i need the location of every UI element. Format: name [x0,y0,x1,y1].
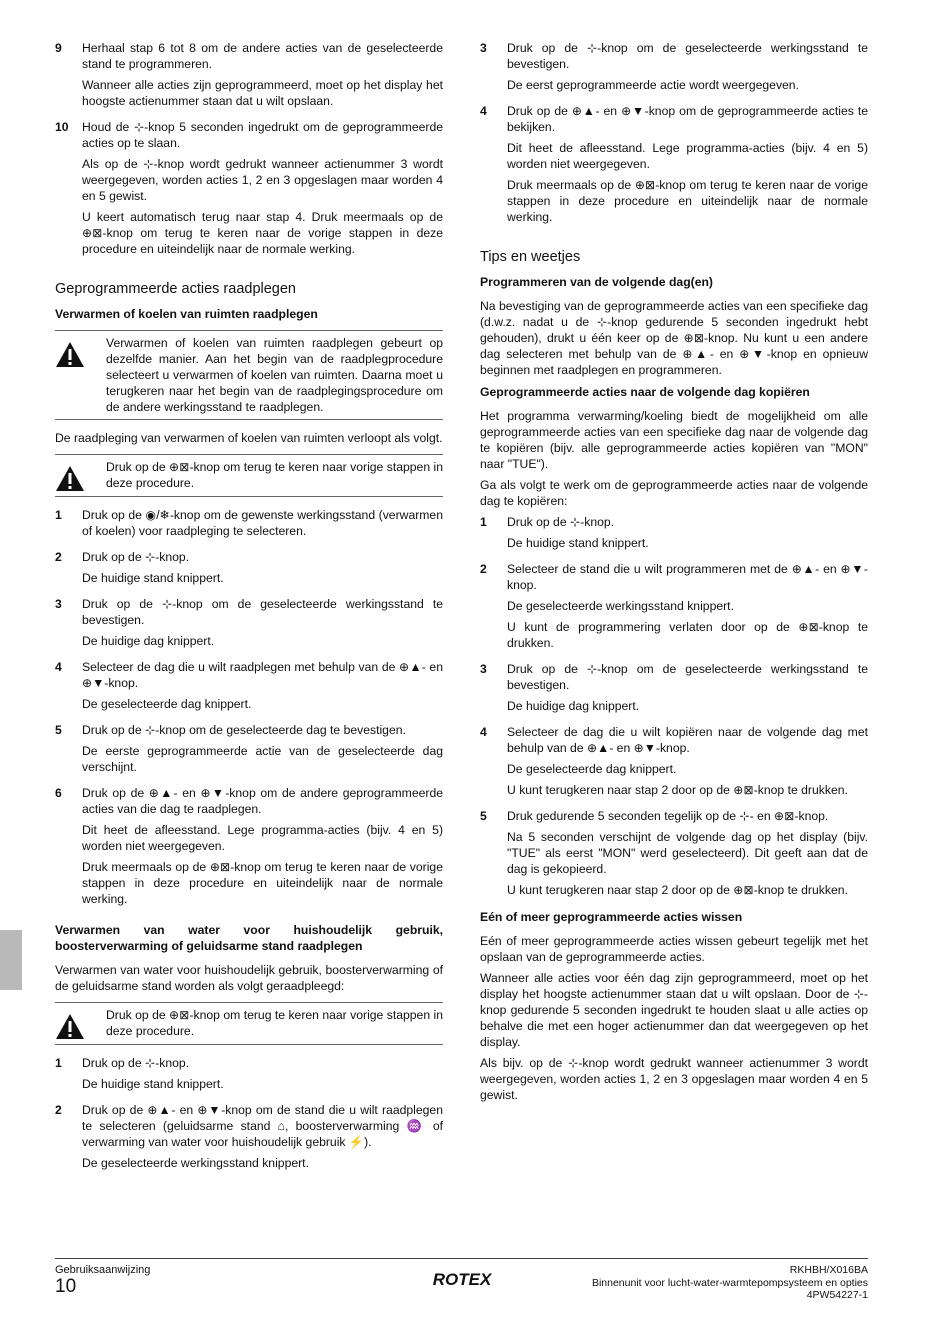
subsection-heading: Geprogrammeerde acties naar de volgende dag kopiëren [480,385,810,399]
step-number: 1 [480,515,487,529]
step-number: 4 [480,104,487,118]
step-2 [55,549,443,591]
step-text: Druk meermaals op de ⊕⊠-knop om terug te keren naar de vorige stappen in deze procedure en uiteindelijk naar de normale werking. [82,860,443,906]
step-text: Druk op de ⊹-knop. [507,515,615,529]
step-1 [55,1055,443,1097]
paragraph: Verwarmen van water voor huishoudelijk gebruik, boosterverwarming of de geluidsarme stand worden als volgt geraadpleegd: [55,963,443,993]
step-number: 1 [55,1056,62,1070]
step-10 [55,119,443,262]
step-3 [55,596,443,654]
paragraph: Het programma verwarming/koeling biedt de mogelijkheid om alle geprogrammeerde acties van een specifieke dag naar de volgende dag te kopiëren (bijv. alle geprogrammeerde acties kopiëren van "MON" naar "TUE"). [480,409,868,471]
step-number: 2 [480,562,487,576]
paragraph: Als bijv. op de ⊹-knop wordt gedrukt wanneer actienummer 3 wordt weergegeven, worden acties 1, 2 en 3 opgeslagen maar worden 4 en 5 gewist. [480,1056,868,1102]
step-number: 5 [55,723,62,737]
warning-triangle-icon [55,459,106,492]
left-column [55,40,443,1176]
step-text: U kunt de programmering verlaten door op de ⊕⊠-knop te drukken. [507,620,868,650]
footer-right [592,1264,868,1302]
step-text: Dit heet de afleesstand. Lege programma-acties (bijv. 4 en 5) worden niet weergegeven. [82,823,443,853]
step-text: Wanneer alle acties zijn geprogrammeerd, moet op het display het hoogste actienummer staan dat u wilt opslaan. [82,78,443,108]
paragraph: De raadpleging van verwarmen of koelen van ruimten verloopt als volgt. [55,431,443,445]
step-text: De huidige stand knippert. [82,1077,224,1091]
warning-note [55,454,443,497]
step-text: Druk op de ⊹-knop. [82,1056,190,1070]
step-text: Druk op de ⊕▲- en ⊕▼-knop om de andere geprogrammeerde acties van die dag te raadplegen. [82,786,443,816]
logo-text: ROTEX [432,1270,492,1289]
step-text: Druk op de ⊹-knop om de geselecteerde werkingsstand te bevestigen. [507,662,868,692]
step-text: De huidige stand knippert. [82,571,224,585]
paragraph: Wanneer alle acties voor één dag zijn geprogrammeerd, moet op het display het hoogste actienummer staan dat u wilt opslaan. Door de ⊹-knop gedurende 5 seconden ingedrukt te houden slaat u alle acties op behalve die met een hoger actienummer dan dat weergegeven op het display. [480,971,868,1049]
step-text: Na 5 seconden verschijnt de volgende dag op het display (bijv. "TUE" als eerst "MON" werd geselecteerd). Dit geeft aan dat de dag is gekopieerd. [507,830,868,876]
subsection-heading: Verwarmen of koelen van ruimten raadplegen [55,307,318,321]
step-text: Druk gedurende 5 seconden tegelijk op de ⊹- en ⊕⊠-knop. [507,809,829,823]
step-text: U kunt terugkeren naar stap 2 door op de ⊕⊠-knop te drukken. [507,783,848,797]
step-text: Druk op de ◉/❄-knop om de gewenste werkingsstand (verwarmen of koelen) voor raadpleging te selecteren. [82,508,443,538]
subsection-heading: Programmeren van de volgende dag(en) [480,275,713,289]
step-text: Houd de ⊹-knop 5 seconden ingedrukt om de geprogrammeerde acties op te slaan. [82,120,443,150]
step-number: 3 [55,597,62,611]
step-text: De eerst geprogrammeerde actie wordt weergegeven. [507,78,799,92]
warning-triangle-icon [55,335,106,415]
step-text: Selecteer de dag die u wilt raadplegen met behulp van de ⊕▲- en ⊕▼-knop. [82,660,443,690]
step-number: 2 [55,1103,62,1117]
step-6 [55,785,443,912]
step-3 [480,661,868,719]
step-text: Druk meermaals op de ⊕⊠-knop om terug te keren naar de vorige stappen in deze procedure en uiteindelijk naar de normale werking. [507,178,868,224]
step-1 [480,514,868,556]
footer-description: Binnenunit voor lucht-water-warmtepompsysteem en opties [591,1276,868,1289]
note-text: Druk op de ⊕⊠-knop om terug te keren naar vorige stappen in deze procedure. [106,460,443,490]
step-text: Dit heet de afleesstand. Lege programma-acties (bijv. 4 en 5) worden niet weergegeven. [507,141,868,171]
page-number: 10 [55,1276,77,1297]
note-text: Druk op de ⊕⊠-knop om terug te keren naar vorige stappen in deze procedure. [106,1008,443,1038]
step-text: De geselecteerde dag knippert. [82,697,252,711]
step-text: De huidige stand knippert. [507,536,649,550]
warning-note [55,330,443,420]
step-number: 3 [480,662,487,676]
paragraph: Na bevestiging van de geprogrammeerde acties van een specifieke dag (d.w.z. nadat u de ⊹-knop gedurende 5 seconden ingedrukt hebt gehouden), drukt u één keer op de ⊕⊠-knop. Nu kunt u een andere dag selecteren met behulp van de ⊕▲- en ⊕▼-knop en opnieuw beginnen met raadplegen en programmeren. [480,299,868,377]
step-number: 4 [55,660,62,674]
step-text: U kunt terugkeren naar stap 2 door op de ⊕⊠-knop te drukken. [507,883,848,897]
step-text: Druk op de ⊕▲- en ⊕▼-knop om de geprogrammeerde acties te bekijken. [507,104,868,134]
step-1 [55,507,443,544]
step-text: De eerste geprogrammeerde actie van de geselecteerde dag verschijnt. [82,744,443,774]
paragraph: Eén of meer geprogrammeerde acties wissen gebeurt tegelijk met het opslaan van de geprogrammeerde acties. [480,934,868,964]
step-number: 6 [55,786,62,800]
step-3 [480,40,868,98]
note-text: Verwarmen of koelen van ruimten raadplegen gebeurt op dezelfde manier. Aan het begin van de raadplegprocedure selecteert u verwarmen of koelen van ruimten. Daarna moet u terugkeren naar het begin van de raadplegingsprocedure om de andere werkingsstand te raadplegen. [106,336,443,414]
right-column [480,40,868,1108]
step-number: 1 [55,508,62,522]
subsection-heading: Verwarmen van water voor huishoudelijk gebruik, boosterverwarming of geluidsarme stand raadplegen [55,923,443,953]
footer-divider [55,1258,868,1259]
step-text: Selecteer de stand die u wilt programmeren met de ⊕▲- en ⊕▼-knop. [507,562,868,592]
footer-doc-type: Gebruiksaanwijzing [55,1264,151,1276]
chapter-tab [0,930,22,990]
step-text: De huidige dag knippert. [507,699,640,713]
footer-doc-code: 4PW54227-1 [806,1289,868,1301]
step-text: De geselecteerde werkingsstand knippert. [507,599,734,613]
step-4 [480,724,868,803]
step-text: De huidige dag knippert. [82,634,215,648]
step-5 [55,722,443,780]
step-text: Druk op de ⊹-knop. [82,550,190,564]
step-text: Druk op de ⊹-knop om de geselecteerde werkingsstand te bevestigen. [82,597,443,627]
step-text: Druk op de ⊕▲- en ⊕▼-knop om de stand die u wilt raadplegen te selecteren (geluidsarme stand ⌂, boosterverwarming ♒ of verwarming van water voor huishoudelijk gebruik ⚡). [82,1103,443,1149]
step-number: 4 [480,725,487,739]
step-text: Druk op de ⊹-knop om de geselecteerde dag te bevestigen. [82,723,406,737]
step-text: De geselecteerde werkingsstand knippert. [82,1156,309,1170]
step-2 [480,561,868,656]
step-2 [55,1102,443,1176]
subsection-heading: Eén of meer geprogrammeerde acties wissen [480,910,743,924]
step-text: Als op de ⊹-knop wordt gedrukt wanneer actienummer 3 wordt weergegeven, worden acties 1, 2 en 3 opgeslagen maar worden 4 en 5 gewist. [82,157,443,203]
rotex-logo [431,1268,493,1290]
step-text: U keert automatisch terug naar stap 4. Druk meermaals op de ⊕⊠-knop om terug te keren naar de vorige stappen in deze procedure en uiteindelijk naar de normale werking. [82,210,443,256]
step-text: De geselecteerde dag knippert. [507,762,677,776]
step-9 [55,40,443,114]
paragraph: Ga als volgt te werk om de geprogrammeerde acties naar de volgende dag te kopiëren: [480,478,868,508]
step-5 [480,808,868,903]
section-heading: Tips en weetjes [480,249,581,265]
step-number: 10 [55,120,69,134]
step-text: Selecteer de dag die u wilt kopiëren naar de volgende dag met behulp van de ⊕▲- en ⊕▼-knop. [507,725,868,755]
step-number: 3 [480,41,487,55]
step-4 [480,103,868,230]
footer-model: RKHBH/X016BA [789,1264,868,1276]
step-number: 5 [480,809,487,823]
step-4 [55,659,443,717]
warning-note [55,1002,443,1045]
step-number: 2 [55,550,62,564]
step-number: 9 [55,41,62,55]
step-text: Druk op de ⊹-knop om de geselecteerde werkingsstand te bevestigen. [507,41,868,71]
step-text: Herhaal stap 6 tot 8 om de andere acties van de geselecteerde stand te programmeren. [82,41,443,71]
section-heading: Geprogrammeerde acties raadplegen [55,281,296,297]
warning-triangle-icon [55,1007,106,1040]
